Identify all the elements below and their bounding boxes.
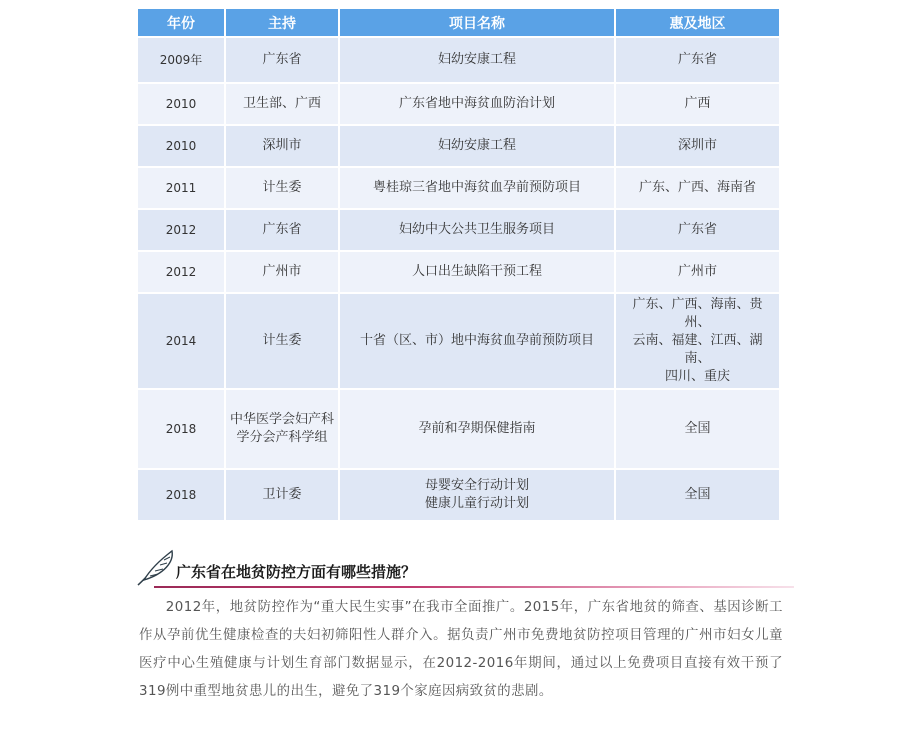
cell-host: 计生委 [226, 294, 338, 388]
cell-host: 广东省 [226, 210, 338, 250]
cell-project: 母婴安全行动计划 健康儿童行动计划 [340, 470, 614, 520]
cell-region: 广东、广西、海南省 [616, 168, 779, 208]
cell-region: 深圳市 [616, 126, 779, 166]
cell-project: 妇幼安康工程 [340, 126, 614, 166]
table-header-row [138, 9, 779, 36]
cell-region: 广东省 [616, 210, 779, 250]
body-paragraph: 2012年，地贫防控作为“重大民生实事”在我市全面推广。2015年，广东省地贫的筛查、基因诊断工作从孕前优生健康检查的夫妇初筛阳性人群介入。据负责广州市免费地贫防控项目管理的广州市妇女儿童医疗中心生殖健康与计划生育部门数据显示，在2012-2016年期间，通过以上免费项目直接有效干预了319例中重型地贫患儿的出生，避免了319个家庭因病致贫的悲剧。 [139, 600, 783, 699]
header-year: 年份 [138, 9, 224, 36]
cell-host: 卫生部、广西 [226, 84, 338, 124]
cell-project: 粤桂琼三省地中海贫血孕前预防项目 [340, 168, 614, 208]
cell-year: 2012 [138, 252, 224, 292]
cell-host: 计生委 [226, 168, 338, 208]
cell-host: 深圳市 [226, 126, 338, 166]
cell-year: 2011 [138, 168, 224, 208]
cell-host: 广州市 [226, 252, 338, 292]
header-region: 惠及地区 [616, 9, 779, 36]
header-host: 主持 [226, 9, 338, 36]
cell-region: 广州市 [616, 252, 779, 292]
table-row [138, 126, 779, 166]
cell-year: 2009年 [138, 38, 224, 82]
cell-project: 广东省地中海贫血防治计划 [340, 84, 614, 124]
heading-underline [154, 586, 794, 588]
cell-year: 2014 [138, 294, 224, 388]
projects-table [136, 7, 781, 522]
table-row [138, 390, 779, 468]
cell-host: 广东省 [226, 38, 338, 82]
cell-year: 2010 [138, 126, 224, 166]
cell-project: 十省（区、市）地中海贫血孕前预防项目 [340, 294, 614, 388]
table-row [138, 84, 779, 124]
cell-project: 妇幼中大公共卫生服务项目 [340, 210, 614, 250]
table-row [138, 210, 779, 250]
header-project: 项目名称 [340, 9, 614, 36]
table-row [138, 168, 779, 208]
cell-year: 2012 [138, 210, 224, 250]
cell-project: 人口出生缺陷干预工程 [340, 252, 614, 292]
table-row [138, 470, 779, 520]
section-heading [134, 548, 794, 590]
feather-quill-icon [134, 548, 178, 588]
cell-project: 妇幼安康工程 [340, 38, 614, 82]
cell-region: 全国 [616, 470, 779, 520]
cell-region: 广东、广西、海南、贵州、 云南、福建、江西、湖南、 四川、重庆 [616, 294, 779, 388]
cell-year: 2010 [138, 84, 224, 124]
cell-project: 孕前和孕期保健指南 [340, 390, 614, 468]
cell-host: 中华医学会妇产科 学分会产科学组 [226, 390, 338, 468]
section-title: 广东省在地贫防控方面有哪些措施？ [176, 563, 417, 581]
cell-year: 2018 [138, 470, 224, 520]
table-row [138, 294, 779, 388]
table-row [138, 252, 779, 292]
cell-region: 全国 [616, 390, 779, 468]
cell-year: 2018 [138, 390, 224, 468]
table-row [138, 38, 779, 82]
cell-host: 卫计委 [226, 470, 338, 520]
cell-region: 广西 [616, 84, 779, 124]
cell-region: 广东省 [616, 38, 779, 82]
